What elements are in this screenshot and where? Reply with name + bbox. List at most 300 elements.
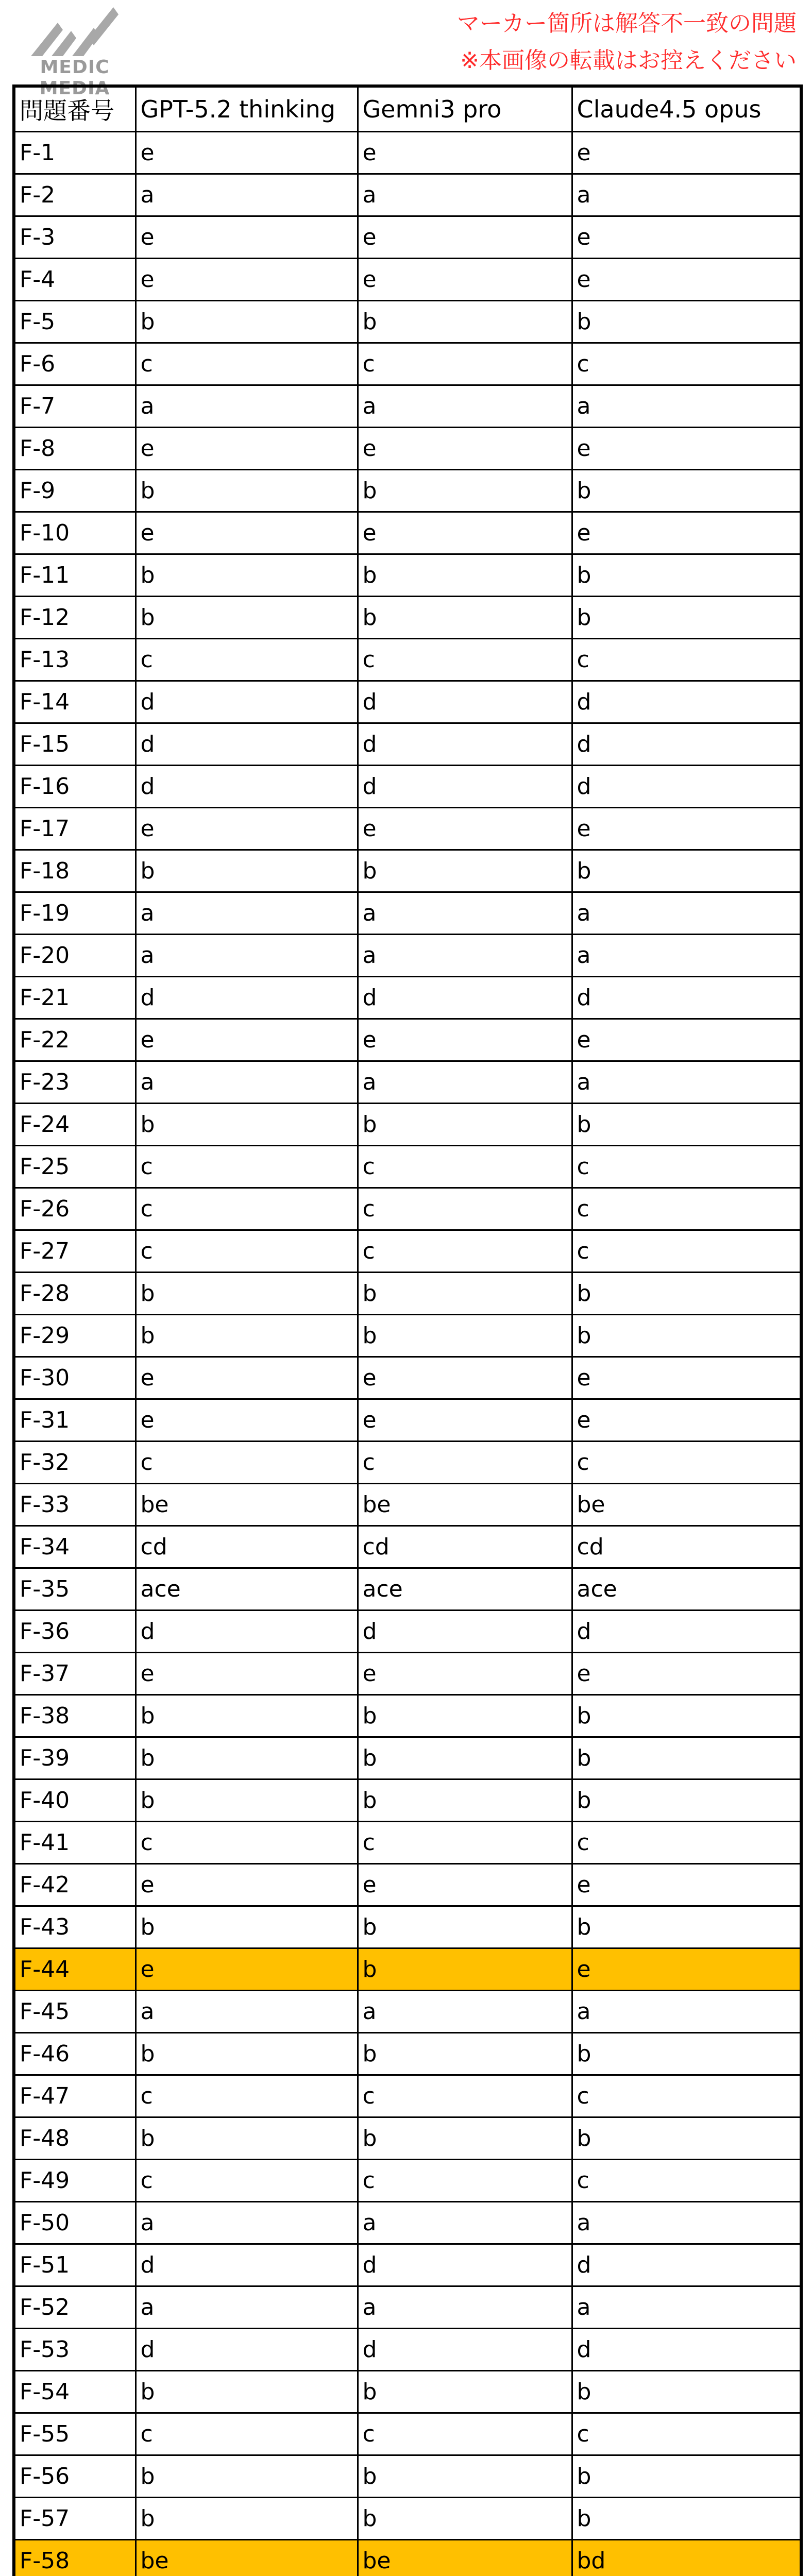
table-row xyxy=(14,1568,801,1610)
gpt-answer-cell: ace xyxy=(136,1568,358,1610)
gemini-answer-cell: b xyxy=(358,2455,572,2497)
question-number-cell: F-17 xyxy=(14,807,136,850)
question-number-cell: F-37 xyxy=(14,1652,136,1694)
question-number-cell: F-51 xyxy=(14,2244,136,2286)
gemini-answer-cell: e xyxy=(358,258,572,300)
claude-answer-cell: a xyxy=(572,174,801,216)
table-row xyxy=(14,1948,801,1990)
table-row xyxy=(14,1441,801,1483)
gpt-answer-cell: d xyxy=(136,976,358,1019)
question-number-cell: F-42 xyxy=(14,1863,136,1906)
gpt-answer-cell: a xyxy=(136,2201,358,2244)
question-number-cell: F-55 xyxy=(14,2413,136,2455)
table-row xyxy=(14,1230,801,1272)
gemini-answer-cell: cd xyxy=(358,1526,572,1568)
gpt-answer-cell: a xyxy=(136,1061,358,1103)
table-row xyxy=(14,1652,801,1694)
claude-answer-cell: b xyxy=(572,2032,801,2075)
gemini-answer-cell: b xyxy=(358,596,572,638)
gpt-answer-cell: e xyxy=(136,1863,358,1906)
gpt-answer-cell: b xyxy=(136,300,358,343)
gemini-answer-cell: d xyxy=(358,681,572,723)
gemini-answer-cell: a xyxy=(358,892,572,934)
question-number-cell: F-57 xyxy=(14,2497,136,2539)
gpt-answer-cell: b xyxy=(136,850,358,892)
gpt-answer-cell: b xyxy=(136,1694,358,1737)
claude-answer-cell: e xyxy=(572,216,801,258)
question-number-cell: F-2 xyxy=(14,174,136,216)
claude-answer-cell: d xyxy=(572,723,801,765)
gemini-answer-cell: d xyxy=(358,765,572,807)
claude-answer-cell: c xyxy=(572,2075,801,2117)
question-number-cell: F-49 xyxy=(14,2159,136,2201)
table-row xyxy=(14,1694,801,1737)
claude-answer-cell: d xyxy=(572,681,801,723)
gpt-answer-cell: a xyxy=(136,934,358,976)
gemini-answer-cell: b xyxy=(358,300,572,343)
gpt-answer-cell: b xyxy=(136,1906,358,1948)
claude-answer-cell: b xyxy=(572,554,801,596)
claude-answer-cell: b xyxy=(572,850,801,892)
claude-answer-cell: a xyxy=(572,2286,801,2328)
gpt-answer-cell: b xyxy=(136,1779,358,1821)
gemini-answer-cell: b xyxy=(358,1314,572,1357)
gemini-answer-cell: d xyxy=(358,976,572,1019)
table-row xyxy=(14,807,801,850)
question-number-cell: F-45 xyxy=(14,1990,136,2032)
table-row xyxy=(14,2159,801,2201)
gemini-answer-cell: ace xyxy=(358,1568,572,1610)
table-row xyxy=(14,976,801,1019)
table-row xyxy=(14,1526,801,1568)
claude-answer-cell: e xyxy=(572,1019,801,1061)
gemini-answer-cell: d xyxy=(358,2244,572,2286)
claude-answer-cell: b xyxy=(572,596,801,638)
table-row xyxy=(14,1483,801,1526)
question-number-cell: F-1 xyxy=(14,131,136,174)
table-row xyxy=(14,2032,801,2075)
brand-logo xyxy=(10,7,139,99)
question-number-cell: F-40 xyxy=(14,1779,136,1821)
gemini-answer-cell: b xyxy=(358,1737,572,1779)
claude-answer-cell: c xyxy=(572,1821,801,1863)
header-gpt: GPT-5.2 thinking xyxy=(136,86,358,131)
gpt-answer-cell: b xyxy=(136,1737,358,1779)
claude-answer-cell: e xyxy=(572,807,801,850)
claude-answer-cell: a xyxy=(572,934,801,976)
table-row xyxy=(14,596,801,638)
claude-answer-cell: c xyxy=(572,1230,801,1272)
gemini-answer-cell: a xyxy=(358,2286,572,2328)
claude-answer-cell: e xyxy=(572,1948,801,1990)
claude-answer-cell: b xyxy=(572,1103,801,1145)
claude-answer-cell: c xyxy=(572,1441,801,1483)
gpt-answer-cell: c xyxy=(136,638,358,681)
table-row xyxy=(14,385,801,427)
question-number-cell: F-27 xyxy=(14,1230,136,1272)
gemini-answer-cell: e xyxy=(358,216,572,258)
gpt-answer-cell: b xyxy=(136,596,358,638)
gpt-answer-cell: e xyxy=(136,427,358,469)
question-number-cell: F-12 xyxy=(14,596,136,638)
claude-answer-cell: a xyxy=(572,1061,801,1103)
gpt-answer-cell: b xyxy=(136,2370,358,2413)
table-row xyxy=(14,216,801,258)
table-header-row xyxy=(14,86,801,131)
gpt-answer-cell: e xyxy=(136,1019,358,1061)
question-number-cell: F-13 xyxy=(14,638,136,681)
gpt-answer-cell: b xyxy=(136,2455,358,2497)
table-row xyxy=(14,1610,801,1652)
gemini-answer-cell: e xyxy=(358,512,572,554)
claude-answer-cell: d xyxy=(572,2328,801,2370)
logo-text: MEDIC MEDIA xyxy=(39,57,110,99)
gpt-answer-cell: b xyxy=(136,2117,358,2159)
answers-table xyxy=(12,84,803,2576)
gpt-answer-cell: e xyxy=(136,807,358,850)
gemini-answer-cell: d xyxy=(358,723,572,765)
gpt-answer-cell: b xyxy=(136,1103,358,1145)
question-number-cell: F-15 xyxy=(14,723,136,765)
table-row xyxy=(14,343,801,385)
gemini-answer-cell: b xyxy=(358,1948,572,1990)
question-number-cell: F-39 xyxy=(14,1737,136,1779)
claude-answer-cell: b xyxy=(572,1737,801,1779)
gemini-answer-cell: a xyxy=(358,174,572,216)
table-row xyxy=(14,850,801,892)
gemini-answer-cell: b xyxy=(358,1272,572,1314)
claude-answer-cell: a xyxy=(572,2201,801,2244)
medic-media-logo-icon xyxy=(31,7,119,56)
table-row xyxy=(14,512,801,554)
gpt-answer-cell: be xyxy=(136,2539,358,2576)
table-row xyxy=(14,2244,801,2286)
question-number-cell: F-24 xyxy=(14,1103,136,1145)
gpt-answer-cell: c xyxy=(136,1230,358,1272)
claude-answer-cell: a xyxy=(572,892,801,934)
question-number-cell: F-38 xyxy=(14,1694,136,1737)
question-number-cell: F-56 xyxy=(14,2455,136,2497)
gemini-answer-cell: e xyxy=(358,1019,572,1061)
gpt-answer-cell: d xyxy=(136,723,358,765)
gpt-answer-cell: e xyxy=(136,1399,358,1441)
table-row xyxy=(14,1103,801,1145)
question-number-cell: F-3 xyxy=(14,216,136,258)
claude-answer-cell: c xyxy=(572,1188,801,1230)
claude-answer-cell: b xyxy=(572,2497,801,2539)
gemini-answer-cell: e xyxy=(358,1652,572,1694)
gpt-answer-cell: c xyxy=(136,1145,358,1188)
table-row xyxy=(14,1061,801,1103)
table-row xyxy=(14,1272,801,1314)
claude-answer-cell: e xyxy=(572,131,801,174)
gemini-answer-cell: c xyxy=(358,1188,572,1230)
gemini-answer-cell: e xyxy=(358,1357,572,1399)
table-row xyxy=(14,2117,801,2159)
gpt-answer-cell: c xyxy=(136,1441,358,1483)
gemini-answer-cell: a xyxy=(358,1061,572,1103)
question-number-cell: F-9 xyxy=(14,469,136,512)
gpt-answer-cell: c xyxy=(136,2075,358,2117)
gpt-answer-cell: c xyxy=(136,2159,358,2201)
claude-answer-cell: c xyxy=(572,2159,801,2201)
claude-answer-cell: b xyxy=(572,1314,801,1357)
question-number-cell: F-7 xyxy=(14,385,136,427)
gpt-answer-cell: e xyxy=(136,1652,358,1694)
question-number-cell: F-34 xyxy=(14,1526,136,1568)
question-number-cell: F-52 xyxy=(14,2286,136,2328)
gemini-answer-cell: b xyxy=(358,1779,572,1821)
question-number-cell: F-41 xyxy=(14,1821,136,1863)
table-row xyxy=(14,1821,801,1863)
question-number-cell: F-46 xyxy=(14,2032,136,2075)
table-row xyxy=(14,300,801,343)
gemini-answer-cell: c xyxy=(358,2413,572,2455)
table-row xyxy=(14,1188,801,1230)
table-row xyxy=(14,1779,801,1821)
claude-answer-cell: e xyxy=(572,1652,801,1694)
table-row xyxy=(14,2370,801,2413)
claude-answer-cell: b xyxy=(572,469,801,512)
gemini-answer-cell: b xyxy=(358,469,572,512)
claude-answer-cell: e xyxy=(572,427,801,469)
gemini-answer-cell: d xyxy=(358,1610,572,1652)
gemini-answer-cell: b xyxy=(358,554,572,596)
claude-answer-cell: a xyxy=(572,1990,801,2032)
claude-answer-cell: b xyxy=(572,300,801,343)
table-row xyxy=(14,2539,801,2576)
table-row xyxy=(14,892,801,934)
table-row xyxy=(14,1145,801,1188)
gpt-answer-cell: e xyxy=(136,512,358,554)
claude-answer-cell: d xyxy=(572,976,801,1019)
gpt-answer-cell: b xyxy=(136,554,358,596)
table-row xyxy=(14,765,801,807)
question-number-cell: F-31 xyxy=(14,1399,136,1441)
gpt-answer-cell: d xyxy=(136,765,358,807)
gemini-answer-cell: c xyxy=(358,638,572,681)
table-row xyxy=(14,427,801,469)
claude-answer-cell: a xyxy=(572,385,801,427)
header-claude: Claude4.5 opus xyxy=(572,86,801,131)
claude-answer-cell: b xyxy=(572,2117,801,2159)
gpt-answer-cell: b xyxy=(136,1314,358,1357)
gemini-answer-cell: a xyxy=(358,2201,572,2244)
question-number-cell: F-43 xyxy=(14,1906,136,1948)
gpt-answer-cell: d xyxy=(136,1610,358,1652)
gemini-answer-cell: e xyxy=(358,427,572,469)
claude-answer-cell: d xyxy=(572,1610,801,1652)
question-number-cell: F-48 xyxy=(14,2117,136,2159)
gemini-answer-cell: b xyxy=(358,1694,572,1737)
table-row xyxy=(14,2075,801,2117)
gemini-answer-cell: c xyxy=(358,2075,572,2117)
claude-answer-cell: e xyxy=(572,1863,801,1906)
claude-answer-cell: c xyxy=(572,1145,801,1188)
gpt-answer-cell: d xyxy=(136,2244,358,2286)
claude-answer-cell: c xyxy=(572,638,801,681)
question-number-cell: F-14 xyxy=(14,681,136,723)
gpt-answer-cell: e xyxy=(136,258,358,300)
gemini-answer-cell: c xyxy=(358,1441,572,1483)
gpt-answer-cell: e xyxy=(136,216,358,258)
gemini-answer-cell: a xyxy=(358,385,572,427)
table-row xyxy=(14,638,801,681)
claude-answer-cell: b xyxy=(572,2370,801,2413)
claude-answer-cell: be xyxy=(572,1483,801,1526)
table-row xyxy=(14,131,801,174)
answers-table-wrap xyxy=(12,84,800,2576)
gpt-answer-cell: c xyxy=(136,2413,358,2455)
table-body xyxy=(14,131,801,2576)
table-row xyxy=(14,1990,801,2032)
question-number-cell: F-26 xyxy=(14,1188,136,1230)
question-number-cell: F-30 xyxy=(14,1357,136,1399)
reprint-notice: ※本画像の転載はお控えください xyxy=(460,47,797,74)
table-row xyxy=(14,934,801,976)
claude-answer-cell: b xyxy=(572,1694,801,1737)
question-number-cell: F-29 xyxy=(14,1314,136,1357)
question-number-cell: F-53 xyxy=(14,2328,136,2370)
gemini-answer-cell: be xyxy=(358,2539,572,2576)
claude-answer-cell: e xyxy=(572,258,801,300)
table-row xyxy=(14,2286,801,2328)
gemini-answer-cell: b xyxy=(358,850,572,892)
question-number-cell: F-19 xyxy=(14,892,136,934)
gemini-answer-cell: b xyxy=(358,2117,572,2159)
table-row xyxy=(14,1737,801,1779)
gpt-answer-cell: d xyxy=(136,2328,358,2370)
claude-answer-cell: d xyxy=(572,2244,801,2286)
gpt-answer-cell: a xyxy=(136,1990,358,2032)
gpt-answer-cell: b xyxy=(136,469,358,512)
gpt-answer-cell: e xyxy=(136,131,358,174)
table-row xyxy=(14,258,801,300)
question-number-cell: F-21 xyxy=(14,976,136,1019)
gpt-answer-cell: b xyxy=(136,1272,358,1314)
table-row xyxy=(14,1019,801,1061)
table-row xyxy=(14,2455,801,2497)
table-row xyxy=(14,1314,801,1357)
gemini-answer-cell: b xyxy=(358,2032,572,2075)
question-number-cell: F-47 xyxy=(14,2075,136,2117)
claude-answer-cell: b xyxy=(572,1906,801,1948)
question-number-cell: F-50 xyxy=(14,2201,136,2244)
claude-answer-cell: d xyxy=(572,765,801,807)
gemini-answer-cell: c xyxy=(358,2159,572,2201)
claude-answer-cell: c xyxy=(572,343,801,385)
table-row xyxy=(14,554,801,596)
claude-answer-cell: b xyxy=(572,2455,801,2497)
claude-answer-cell: b xyxy=(572,1272,801,1314)
question-number-cell: F-6 xyxy=(14,343,136,385)
gpt-answer-cell: a xyxy=(136,892,358,934)
question-number-cell: F-16 xyxy=(14,765,136,807)
question-number-cell: F-32 xyxy=(14,1441,136,1483)
mismatch-notice: マーカー箇所は解答不一致の問題 xyxy=(456,10,797,37)
gemini-answer-cell: c xyxy=(358,1230,572,1272)
claude-answer-cell: e xyxy=(572,1399,801,1441)
gpt-answer-cell: cd xyxy=(136,1526,358,1568)
question-number-cell: F-20 xyxy=(14,934,136,976)
gpt-answer-cell: be xyxy=(136,1483,358,1526)
gpt-answer-cell: a xyxy=(136,385,358,427)
gemini-answer-cell: c xyxy=(358,1821,572,1863)
table-row xyxy=(14,723,801,765)
gemini-answer-cell: b xyxy=(358,1103,572,1145)
table-row xyxy=(14,1399,801,1441)
question-number-cell: F-22 xyxy=(14,1019,136,1061)
question-number-cell: F-5 xyxy=(14,300,136,343)
gemini-answer-cell: be xyxy=(358,1483,572,1526)
gemini-answer-cell: e xyxy=(358,807,572,850)
question-number-cell: F-44 xyxy=(14,1948,136,1990)
table-row xyxy=(14,469,801,512)
gpt-answer-cell: c xyxy=(136,343,358,385)
question-number-cell: F-35 xyxy=(14,1568,136,1610)
table-row xyxy=(14,681,801,723)
question-number-cell: F-10 xyxy=(14,512,136,554)
table-row xyxy=(14,2201,801,2244)
gpt-answer-cell: e xyxy=(136,1948,358,1990)
claude-answer-cell: bd xyxy=(572,2539,801,2576)
gemini-answer-cell: e xyxy=(358,131,572,174)
gemini-answer-cell: d xyxy=(358,2328,572,2370)
gpt-answer-cell: c xyxy=(136,1188,358,1230)
table-row xyxy=(14,174,801,216)
gpt-answer-cell: b xyxy=(136,2497,358,2539)
gpt-answer-cell: e xyxy=(136,1357,358,1399)
gpt-answer-cell: a xyxy=(136,2286,358,2328)
question-number-cell: F-33 xyxy=(14,1483,136,1526)
question-number-cell: F-25 xyxy=(14,1145,136,1188)
gemini-answer-cell: c xyxy=(358,1145,572,1188)
table-row xyxy=(14,1906,801,1948)
table-row xyxy=(14,1357,801,1399)
question-number-cell: F-54 xyxy=(14,2370,136,2413)
table-row xyxy=(14,2497,801,2539)
question-number-cell: F-18 xyxy=(14,850,136,892)
question-number-cell: F-36 xyxy=(14,1610,136,1652)
gemini-answer-cell: a xyxy=(358,934,572,976)
gemini-answer-cell: b xyxy=(358,1906,572,1948)
question-number-cell: F-28 xyxy=(14,1272,136,1314)
gpt-answer-cell: c xyxy=(136,1821,358,1863)
header-question-number: 問題番号 xyxy=(14,86,136,131)
question-number-cell: F-11 xyxy=(14,554,136,596)
claude-answer-cell: e xyxy=(572,1357,801,1399)
question-number-cell: F-23 xyxy=(14,1061,136,1103)
question-number-cell: F-8 xyxy=(14,427,136,469)
gpt-answer-cell: b xyxy=(136,2032,358,2075)
gpt-answer-cell: d xyxy=(136,681,358,723)
gemini-answer-cell: c xyxy=(358,343,572,385)
page-header xyxy=(0,0,812,99)
claude-answer-cell: ace xyxy=(572,1568,801,1610)
gpt-answer-cell: a xyxy=(136,174,358,216)
claude-answer-cell: e xyxy=(572,512,801,554)
gemini-answer-cell: e xyxy=(358,1399,572,1441)
header-gemini: Gemni3 pro xyxy=(358,86,572,131)
question-number-cell: F-4 xyxy=(14,258,136,300)
table-row xyxy=(14,1863,801,1906)
claude-answer-cell: b xyxy=(572,1779,801,1821)
gemini-answer-cell: b xyxy=(358,2497,572,2539)
table-row xyxy=(14,2328,801,2370)
table-row xyxy=(14,2413,801,2455)
question-number-cell: F-58 xyxy=(14,2539,136,2576)
claude-answer-cell: cd xyxy=(572,1526,801,1568)
